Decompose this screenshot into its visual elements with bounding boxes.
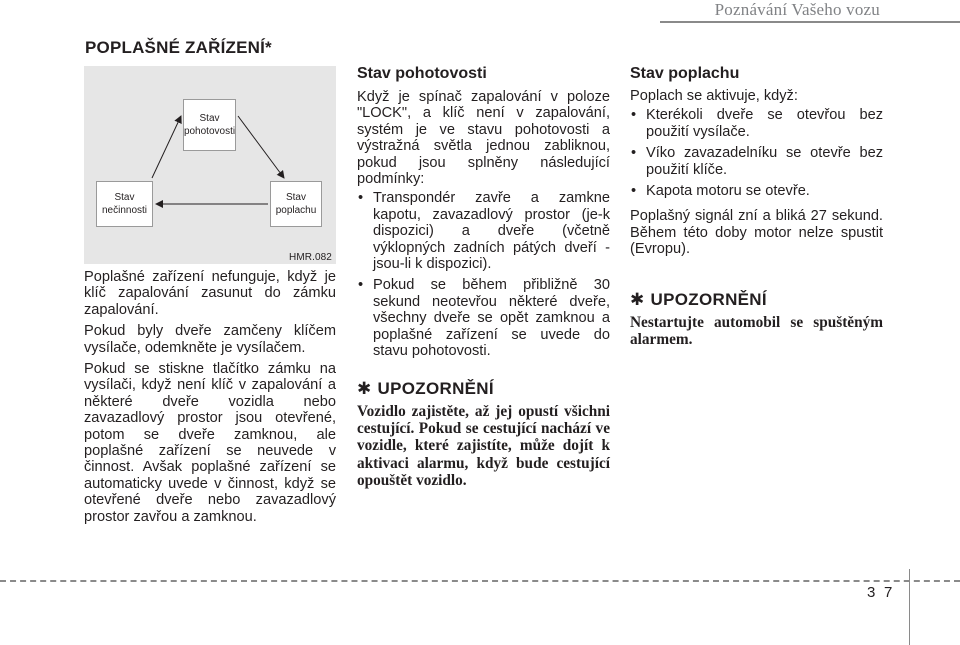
warning-heading — [357, 379, 610, 399]
figure-code: HMR.082 — [289, 252, 332, 263]
state-armed-box: Stav pohotovosti — [183, 99, 236, 151]
section-body — [630, 88, 883, 258]
list-item — [357, 277, 610, 359]
footer-divider — [909, 569, 910, 645]
list-item — [630, 107, 883, 140]
bullet-dot: • — [358, 190, 364, 207]
list-item-text: Víko zavazadelníku se otevře bez použití klíče. — [646, 145, 883, 178]
warning-block — [357, 379, 610, 489]
state-alarm-box: Stav poplachu — [270, 181, 322, 227]
footer-rule — [0, 580, 960, 582]
paragraph: Když je spínač zapalování v poloze "LOCK", a klíč není v zapalování, systém je ve stavu pohotovosti a výstražná světla jednou zabliknou, pokud jsou splněny následující podmínky: — [357, 89, 610, 188]
diagram-arrows — [84, 66, 336, 264]
bullet-dot: • — [358, 277, 364, 294]
header-rule — [660, 21, 960, 23]
list-item — [630, 145, 883, 178]
bullet-list — [357, 190, 610, 359]
list-item-text: Transpondér zavře a zamkne kapotu, zavazadlový prostor (je-k dispozici) a dveře (včetně výklopných zadních pátých dveří - jsou-li k dispozici). — [373, 190, 610, 273]
running-header: Poznávání Vašeho vozu — [714, 0, 880, 19]
paragraph: Poplašný signál zní a bliká 27 sekund. Během této doby motor nelze spustit (Evropu). — [630, 208, 883, 258]
alarm-state-diagram — [84, 66, 336, 264]
bullet-dot: • — [631, 107, 637, 124]
paragraph: Pokud byly dveře zamčeny klíčem vysílače, odemkněte je vysílačem. — [84, 323, 336, 356]
bullet-list — [630, 107, 883, 199]
page-number: 7 — [884, 584, 893, 601]
list-item-text: Kterékoli dveře se otevřou bez použití vysílače. — [646, 107, 883, 140]
state-idle-box: Stav nečinnosti — [96, 181, 153, 227]
left-text — [84, 269, 336, 525]
page-title: POPLAŠNÉ ZAŘÍZENÍ* — [85, 38, 272, 57]
list-item — [630, 183, 883, 199]
paragraph: Pokud se stiskne tlačítko zámku na vysílači, když není klíč v zapalování a některé dveře vozidla nebo zavazadlový prostor jsou otevřené, potom se dveře zamknou, ale poplašné zařízení se neuvede v činnost. Avšak poplašné zařízení se automaticky uvede v činnost, když se otevřené dveře nebo zavazadlový prostor zavřou a zamknou. — [84, 361, 336, 525]
list-item — [357, 190, 610, 272]
list-item-text: Pokud se během přibližně 30 sekund neotevřou některé dveře, všechny dveře se opět zamknou a poplašné zařízení se uvede do stavu pohotovosti. — [373, 277, 610, 360]
warning-text: Vozidlo zajistěte, až jej opustí všichni cestující. Pokud se cestující nachází ve vozidle, které zajistíte, může dojít k aktivaci alarmu, když bude cestující opouštět vozidlo. — [357, 403, 610, 489]
paragraph: Poplach se aktivuje, když: — [630, 88, 798, 104]
list-item-text: Kapota motoru se otevře. — [646, 183, 810, 200]
bullet-dot: • — [631, 145, 637, 162]
paragraph: Poplašné zařízení nefunguje, když je klíč zapalování zasunut do zámku zapalování. — [84, 269, 336, 318]
warning-block — [630, 290, 883, 348]
arrow-idle-to-armed — [152, 116, 181, 178]
asterisk-warning-icon: ✱ — [630, 290, 645, 309]
arrow-armed-to-alarm — [238, 116, 284, 178]
chapter-number: 3 — [867, 584, 876, 601]
section-body — [357, 89, 610, 365]
asterisk-warning-icon: ✱ — [357, 379, 372, 398]
bullet-dot: • — [631, 183, 637, 200]
warning-text: Nestartujte automobil se spuštěným alarmem. — [630, 314, 883, 349]
warning-title: UPOZORNĚNÍ — [377, 379, 494, 398]
warning-heading — [630, 290, 883, 310]
warning-title: UPOZORNĚNÍ — [650, 290, 767, 309]
section-heading: Stav poplachu — [630, 65, 740, 82]
section-heading: Stav pohotovosti — [357, 65, 487, 82]
